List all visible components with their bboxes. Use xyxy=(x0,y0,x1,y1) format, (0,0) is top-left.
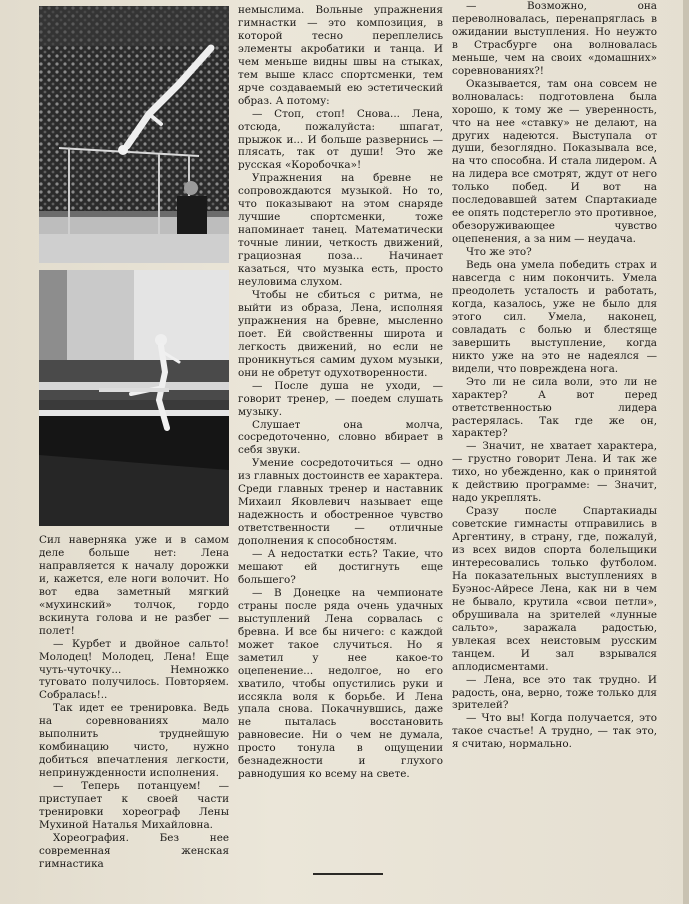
paragraph: — Стоп, стоп! Снова... Лена, отсюда, пожалуйста: шпагат, прыжок и... И больше развернись — плясать, так от души! Это же русская «Коробочка»! xyxy=(238,107,443,172)
photo-uneven-bars xyxy=(39,6,229,263)
paragraph: — А недостатки есть? Такие, что мешают ей достигнуть еще большего? xyxy=(238,548,443,586)
paragraph: Сразу после Спартакиады советские гимнасты отправились в Аргентину, в страну, где, пожалуй, из всех видов спорта болельщики интересовались только футболом. На показательных выступлениях в Буэнос-Айресе Лена, как ни в чем не бывало, крутила «свои петли», обрушивала на зрителей «лунные сальто», заражала радостью, увлекая всех неистовым русским танцем. И зал взрывался аплодисментами. xyxy=(452,505,657,673)
page-edge xyxy=(683,0,689,904)
paragraph: Оказывается, там она совсем не волновалась: подготовлена была хорошо, к тому же — уверенность, что на нее «ставку» не делают, на других надеются. Выступала от души, безоглядно. Показывала все, на что способна. И стала лидером. А на лидера все смотрят, ждут от него только побед. И вот на последовавшей затем Спартакиаде ее опять подстерегло это противное, обезоруживающее чувство оцепенения, а за ним — неудача. xyxy=(452,77,657,246)
paragraph: Сил наверняка уже и в самом деле больше нет: Лена направляется к началу дорожки и, кажется, еле ноги волочит. Но вот едва заметный мягкий «мухинский» толчок, гордо вскинута голова и не разбег — полет! xyxy=(39,534,229,637)
paragraph: — Лена, все это так трудно. И радость, она, верно, тоже только для зрителей? xyxy=(452,673,657,712)
paragraph: — Значит, не хватает характера, — грустно говорит Лена. И так же тихо, но убежденно, как о принятой к действию программе: — Значит, надо укреплять. xyxy=(452,440,657,505)
paragraph: Умение сосредоточиться — одно из главных достоинств ее характера. Среди главных тренер и наставник Михаил Яковлевич называет еще надежность и обостренное чувство ответственности — отличные дополнения к способностям. xyxy=(238,457,443,548)
paragraph: — В Донецке на чемпионате страны после ряда очень удачных выступлений Лена сорвалась с бревна. И все бы ничего: с каждой может такое случиться. Но я заметил у нее какое-то оцепенение... недолгое, но его хватило, чтобы опустились руки и иссякла воля к борьбе. И Лена упала снова. Покачнувшись, даже не пыталась восстановить равновесие. Ни о чем не думала, просто тонула в ощущении безнадежности и глухого равнодушия ко всему на свете. xyxy=(238,586,443,781)
paragraph: Упражнения на бревне не сопровождаются музыкой. Но то, что показывают на этом снаряде лучшие спортсменки, тоже напоминает танец. Математически точные линии, четкость движений, грациозная поза... Начинает казаться, что музыка есть, просто неуловима слухом. xyxy=(238,172,443,289)
paragraph: — Что вы! Когда получается, это такое счастье! А трудно, — так это, я считаю, нормально. xyxy=(452,712,657,751)
text-column-2 xyxy=(238,4,443,870)
end-divider xyxy=(313,873,383,875)
paragraph: немыслима. Вольные упражнения гимнастки — это композиция, в которой тесно переплелись элементы акробатики и танца. И чем меньше видны швы на стыках, тем выше класс спортсменки, тем ярче создаваемый ею эстетический образ. А потому: xyxy=(238,4,443,107)
photo-balance-beam xyxy=(39,270,229,526)
text-column-3 xyxy=(452,0,657,870)
paragraph: Чтобы не сбиться с ритма, не выйти из образа, Лена, исполняя упражнения на бревне, мысленно поет. Ей свойственны широта и легкость движений, но если не проникнуться самим духом музыки, они не обретут одухотворенности. xyxy=(238,288,443,379)
paragraph: — Возможно, она переволновалась, перенапряглась в ожидании выступления. Но неужто в Страсбурге она волновалась меньше, чем на своих «домашних» соревнованиях?! xyxy=(452,0,657,77)
paragraph: — Курбет и двойное сальто! Молодец! Молодец, Лена! Еще чуть-чуточку... Немножко туговато получилось. Повторяем. Собралась!.. xyxy=(39,637,229,702)
paragraph: Хореография. Без нее современная женская гимнастика xyxy=(39,831,229,870)
paragraph: Ведь она умела победить страх и навсегда с ним покончить. Умела преодолеть усталость и работать, когда, казалось, уже не было для этого сил. Умела, наконец, совладать с болью и блестяще завершить выступление, когда никто уже на это не надеялся — видели, что повреждена нога. xyxy=(452,259,657,375)
text-column-1 xyxy=(39,534,229,904)
paragraph: Так идет ее тренировка. Ведь на соревнованиях мало выполнить труднейшую комбинацию чисто, нужно добиться впечатления легкости, непринужденности исполнения. xyxy=(39,702,229,780)
paragraph: Слушает она молча, сосредоточенно, словно вбирает в себя звуки. xyxy=(238,418,443,457)
paragraph: — Теперь потанцуем! — приступает к своей части тренировки хореограф Лены Мухиной Наталья Михайловна. xyxy=(39,780,229,831)
photo-balance-beam-image xyxy=(39,270,229,526)
paragraph: Что же это? xyxy=(466,246,532,259)
paragraph: — После душа не уходи, — говорит тренер, — поедем слушать музыку. xyxy=(238,379,443,418)
photo-uneven-bars-image xyxy=(39,6,229,263)
paragraph: Это ли не сила воли, это ли не характер? А вот перед ответственностью лидера растерялась. Так где же он, характер? xyxy=(452,375,657,440)
